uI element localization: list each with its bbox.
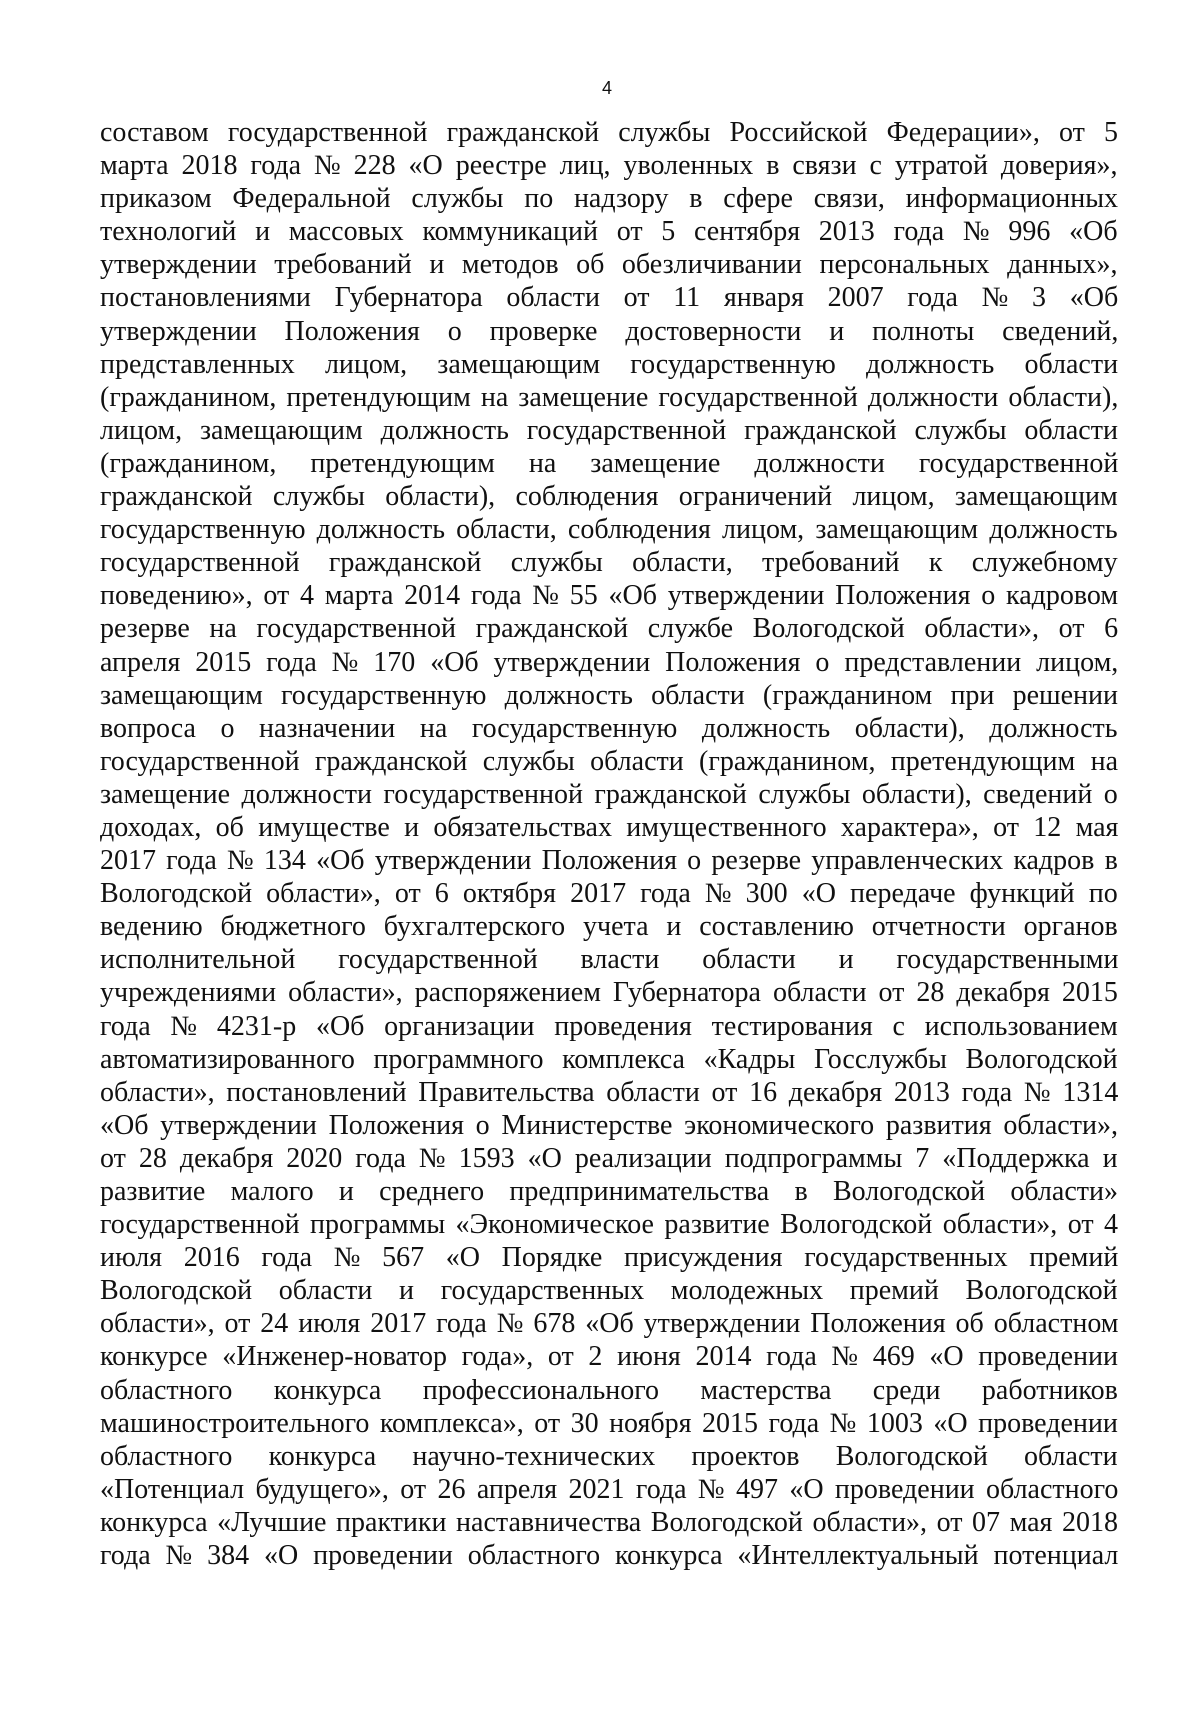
text-line: от 28 декабря 2020 года № 1593 «О реализации подпрограммы 7 «Поддержка и — [100, 1142, 1118, 1174]
text-line: резерве на государственной гражданской службе Вологодской области», от 6 — [100, 613, 1119, 645]
text-line: государственной программы «Экономическое развитие Вологодской области», от 4 — [100, 1209, 1119, 1241]
text-line: представленных лицом, замещающим государственную должность области — [100, 348, 1119, 380]
text-line: области», постановлений Правительства области от 16 декабря 2013 года № 1314 — [100, 1076, 1119, 1108]
text-line: приказом Федеральной службы по надзору в сфере связи, информационных — [100, 183, 1119, 215]
text-line: года № 4231-р «Об организации проведения тестирования с использованием — [100, 1010, 1118, 1042]
text-line: лицом, замещающим должность государственной гражданской службы области — [100, 414, 1118, 446]
text-line: Вологодской области и государственных молодежных премий Вологодской — [100, 1275, 1118, 1307]
text-line: развитие малого и среднего предпринимательства в Вологодской области» — [100, 1176, 1118, 1207]
text-line: ведению бюджетного бухгалтерского учета и составлению отчетности органов — [100, 911, 1118, 943]
text-line: областного конкурса профессионального мастерства среди работников — [100, 1374, 1118, 1406]
text-line: «Об утверждении Положения о Министерстве экономического развития области», — [100, 1109, 1118, 1141]
text-line: составом государственной гражданской службы Российской Федерации», от 5 — [100, 117, 1118, 148]
text-line: доходах, об имуществе и обязательствах имущественного характера», от 12 мая — [100, 811, 1119, 843]
text-line: учреждениями области», распоряжением Губернатора области от 28 декабря 2015 — [100, 977, 1118, 1009]
text-line: гражданской службы области), соблюдения ограничений лицом, замещающим — [100, 481, 1118, 513]
text-line: исполнительной государственной власти области и государственными — [100, 944, 1119, 976]
text-line: «Потенциал будущего», от 26 апреля 2021 года № 497 «О проведении областного — [100, 1473, 1119, 1505]
text-line: вопроса о назначении на государственную должность области), должность — [100, 712, 1118, 744]
text-line: июля 2016 года № 567 «О Порядке присуждения государственных премий — [100, 1242, 1119, 1274]
text-line: марта 2018 года № 228 «О реестре лиц, уволенных в связи с утратой доверия», — [100, 150, 1118, 182]
text-line: области», от 24 июля 2017 года № 678 «Об утверждении Положения об областном — [100, 1308, 1119, 1340]
text-line: 2017 года № 134 «Об утверждении Положения о резерве управленческих кадров в — [100, 845, 1118, 877]
text-line: Вологодской области», от 6 октября 2017 года № 300 «О передаче функций по — [100, 878, 1118, 910]
page-number: 4 — [601, 78, 612, 98]
text-line: утверждении требований и методов об обезличивании персональных данных», — [100, 249, 1118, 281]
text-line: технологий и массовых коммуникаций от 5 сентября 2013 года № 996 «Об — [100, 216, 1118, 248]
text-line: замещающим государственную должность области (гражданином при решении — [100, 679, 1118, 711]
text-line: утверждении Положения о проверке достоверности и полноты сведений, — [100, 315, 1119, 347]
text-line: (гражданином, претендующим на замещение государственной должности области), — [100, 381, 1119, 413]
text-line: конкурсе «Инженер-новатор года», от 2 июня 2014 года № 469 «О проведении — [100, 1341, 1118, 1373]
text-line: государственной гражданской службы области, требований к служебному — [100, 547, 1118, 579]
text-line: конкурса «Лучшие практики наставничества Вологодской области», от 07 мая 2018 — [100, 1506, 1118, 1538]
text-line: государственную должность области, соблюдения лицом, замещающим должность — [100, 514, 1118, 546]
text-line: государственной гражданской службы области (гражданином, претендующим на — [100, 745, 1119, 777]
text-line: года № 384 «О проведении областного конкурса «Интеллектуальный потенциал — [100, 1540, 1119, 1572]
text-line: апреля 2015 года № 170 «Об утверждении Положения о представлении лицом, — [100, 646, 1119, 678]
text-line: постановлениями Губернатора области от 11 января 2007 года № 3 «Об — [100, 282, 1119, 314]
document-body-text — [100, 116, 1118, 1572]
text-line: машиностроительного комплекса», от 30 ноября 2015 года № 1003 «О проведении — [100, 1407, 1118, 1439]
text-line: областного конкурса научно-технических проектов Вологодской области — [100, 1440, 1118, 1472]
text-line: автоматизированного программного комплекса «Кадры Госслужбы Вологодской — [100, 1043, 1118, 1075]
text-line: поведению», от 4 марта 2014 года № 55 «Об утверждении Положения о кадровом — [100, 580, 1119, 612]
text-line: (гражданином, претендующим на замещение должности государственной — [100, 447, 1119, 479]
text-line: замещение должности государственной гражданской службы области), сведений о — [100, 778, 1118, 810]
